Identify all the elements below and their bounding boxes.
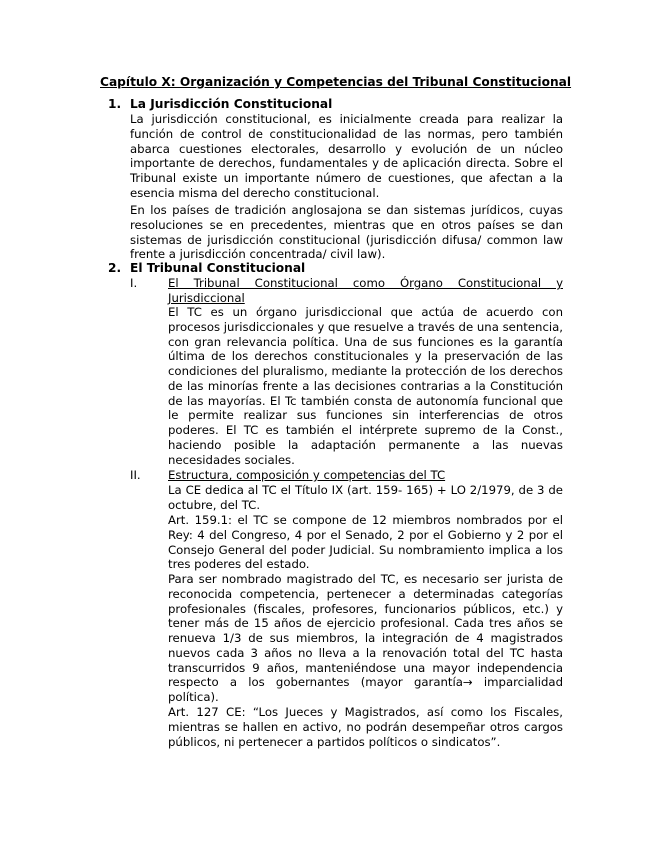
section-1-number: 1. (108, 97, 122, 111)
subsection-1-heading: El Tribunal Constitucional como Órgano Constitucional y Jurisdiccional (168, 276, 563, 305)
subsection-1-paragraph-1: El TC es un órgano jurisdiccional que actúa de acuerdo con procesos jurisdiccionales y que resuelve a través de una sentencia, con gran relevancia política. Una de sus funciones es la garantía última de los derechos constitucionales y la preservación de las condiciones del pluralismo, mediante la protección de los derechos de las minorías frente a las decisiones contrarias a la Constitución de las mayorías. El Tc también consta de autonomía funcional que le permite realizar sus funciones sin interferencias de otros poderes. El TC es también el intérprete supremo de la Const., haciendo posible la adaptación permanente a las nuevas necesidades sociales. (168, 305, 563, 467)
subsection-2-paragraph-2: Art. 159.1: el TC se compone de 12 miembros nombrados por el Rey: 4 del Congreso, 4 por el Senado, 2 por el Gobierno y 2 por el Consejo General del poder Judicial. Su nombramiento implica a los tres poderes del estado. (168, 513, 563, 572)
section-2-heading (108, 261, 305, 276)
subsection-2-paragraph-3: Para ser nombrado magistrado del TC, es necesario ser jurista de reconocida competencia, pertenecer a determinadas categorías profesionales (fiscales, profesores, funcionarios públicos, etc.) y tener más de 15 años de ejercicio profesional. Cada tres años se renueva 1/3 de sus miembros, la integración de 4 magistrados nuevos cada 3 años no lleva a la renovación total del TC hasta transcurridos 9 años, manteniéndose una mayor independencia respecto a los gobernantes (mayor garantía→ imparcialidad política). (168, 572, 563, 704)
subsection-2-paragraph-4: Art. 127 CE: “Los Jueces y Magistrados, así como los Fiscales, mientras se hallen en activo, no podrán desempeñar otros cargos públicos, ni pertenecer a partidos políticos o sindicatos”. (168, 705, 563, 749)
section-2-title: El Tribunal Constitucional (130, 261, 306, 275)
subsection-2-paragraph-1: La CE dedica al TC el Título IX (art. 159- 165) + LO 2/1979, de 3 de octubre, del TC. (168, 483, 563, 512)
section-2-number: 2. (108, 261, 122, 275)
subsection-2-numeral: II. (130, 468, 141, 482)
chapter-title: Capítulo X: Organización y Competencias del Tribunal Constitucional (100, 75, 572, 89)
section-1-paragraph-2: En los países de tradición anglosajona se dan sistemas jurídicos, cuyas resoluciones se en precedentes, mientras que en otros países se dan sistemas de jurisdicción constitucional (jurisdicción difusa/ common law frente a jurisdicción concentrada/ civil law). (130, 203, 563, 262)
section-1-paragraph-1: La jurisdicción constitucional, es inicialmente creada para realizar la función de control de constitucionalidad de las normas, pero también abarca cuestiones electorales, desarrollo y evolución de un núcleo importante de derechos, fundamentales y de aplicación directa. Sobre el Tribunal existe un importante número de cuestiones, que afectan a la esencia misma del derecho constitucional. (130, 112, 563, 200)
section-1-heading (108, 97, 332, 112)
subsection-2-heading: Estructura, composición y competencias del TC (168, 468, 446, 482)
section-1-title: La Jurisdicción Constitucional (130, 97, 333, 111)
subsection-1-numeral: I. (130, 276, 138, 290)
